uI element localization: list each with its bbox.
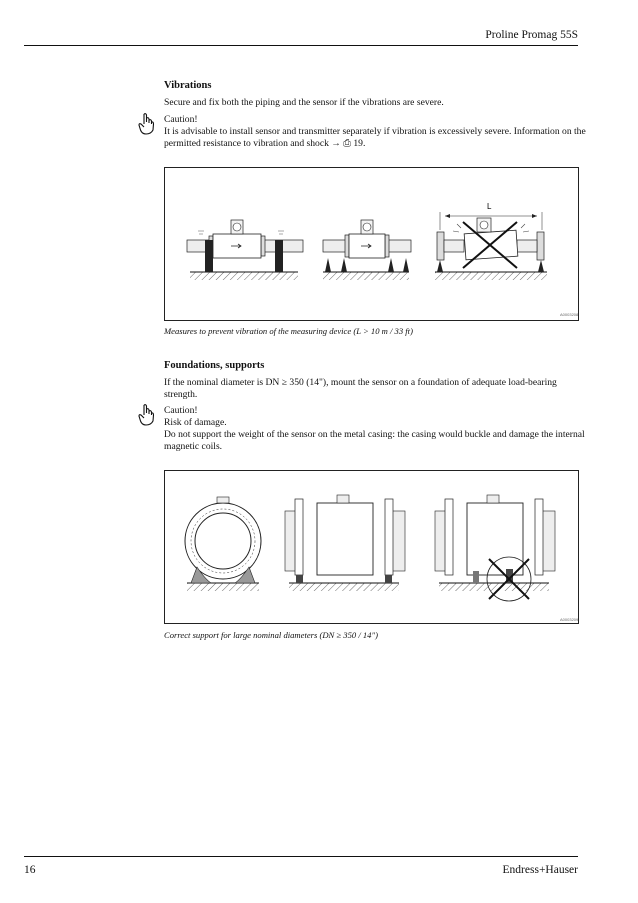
panel-flange-supports [285,495,405,591]
caution-label-vibrations: Caution! [164,114,198,125]
caution-text-line1: It is advisable to install sensor and transmitter separately if vibration is excessively severe. Information on the [164,126,586,137]
panel-incorrect-casing-support [435,495,555,601]
vibration-diagram [165,168,578,320]
footer-rule [24,856,578,857]
figure-caption-supports: Correct support for large nominal diameters (DN ≥ 350 / 14") [164,630,378,640]
caution-hand-icon [136,403,158,427]
caution-text-line2: permitted resistance to vibration and shock → ⎙ 19. [164,138,366,149]
header-rule [24,45,578,46]
panel-fixed-supports [187,220,303,280]
caution-risk-text: Risk of damage. [164,417,227,428]
caution-hand-icon [136,112,158,136]
vibrations-text: Secure and fix both the piping and the sensor if the vibrations are severe. [164,97,444,108]
section-heading-foundations: Foundations, supports [164,360,265,371]
caution-support-text-line1: Do not support the weight of the sensor on the metal casing: the casing would buckle and damage the internal [164,429,585,440]
vibration-figure [164,167,579,321]
panel-short-supports [323,220,411,280]
caution-label-foundations: Caution! [164,405,198,416]
supports-figure [164,470,579,624]
panel-saddle-support [185,497,261,591]
panel-incorrect-long-span [435,202,547,280]
section-heading-vibrations: Vibrations [164,80,212,91]
running-header: Proline Promag 55S [485,29,578,41]
supports-diagram [165,471,578,623]
page-number: 16 [24,864,36,876]
figure-id: A0003209 [560,617,578,622]
footer-brand: Endress+Hauser [502,864,578,876]
caution-support-text-line2: magnetic coils. [164,441,223,452]
foundations-text-line2: strength. [164,389,198,400]
foundations-text-line1: If the nominal diameter is DN ≥ 350 (14"), mount the sensor on a foundation of adequate load-bearing [164,377,557,388]
figure-id: A0003208 [560,312,578,317]
length-label: L [487,202,492,211]
figure-caption-vibration: Measures to prevent vibration of the measuring device (L > 10 m / 33 ft) [164,326,413,336]
